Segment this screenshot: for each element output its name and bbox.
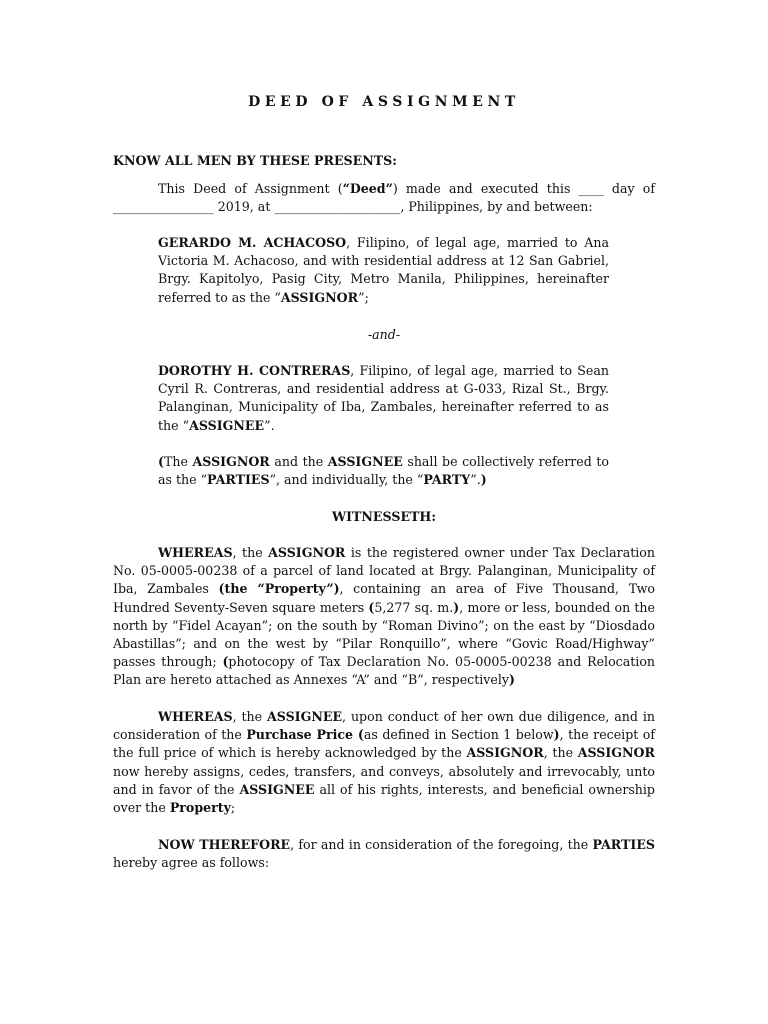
opening-heading: KNOW ALL MEN BY THESE PRESENTS: [113,153,397,168]
whereas-paragraph-1: WHEREAS, the ASSIGNOR is the registered owner under Tax Declaration No. 05-0005-00238 of a parcel of land located at Brgy. Palanginan, Municipality of Iba, Zambales (the “Property”), containing an area of Five Thousand, Two Hundred Seventy-Seven square meters (5,277 sq. m.), more or less, bounded on the north by “Fidel Acayan”; on the south by “Roman Divino”; on the east by “Diosdado Abastillas”; and on the west by “Pilar Ronquillo”, where “Govic Road/Highway” passes through; (photocopy of Tax Declaration No. 05-0005-00238 and Relocation Plan are hereto attached as Annexes “A” and “B”, respectively) [113,545,656,688]
and-separator: -and- [367,327,401,342]
collective-reference-paragraph: (The ASSIGNOR and the ASSIGNEE shall be collectively referred to as the “PARTIES”, and individually, the “PARTY”.) [158,454,609,488]
intro-paragraph: This Deed of Assignment (“Deed”) made and executed this ____ day of ________________ 2019, at ____________________, Philippines, by and between: [113,181,655,215]
assignee-party-paragraph: DOROTHY H. CONTRERAS, Filipino, of legal age, married to Sean Cyril R. Contreras, and residential address at G-033, Rizal St., Brgy. Palanginan, Municipality of Iba, Zambales, hereinafter referred to as the “ASSIGNEE”. [158,363,609,433]
assignee-name: DOROTHY H. CONTRERAS [158,363,351,378]
witnesseth-heading: WITNESSETH: [332,509,436,524]
assignor-party-paragraph: GERARDO M. ACHACOSO, Filipino, of legal age, married to Ana Victoria M. Achacoso, and with residential address at 12 San Gabriel, Brgy. Kapitolyo, Pasig City, Metro Manila, Philippines, hereinafter referred to as the “ASSIGNOR”; [158,235,609,305]
document-title: DEED OF ASSIGNMENT [248,94,520,110]
whereas-paragraph-2: WHEREAS, the ASSIGNEE, upon conduct of her own due diligence, and in consideration of the Purchase Price (as defined in Section 1 below), the receipt of the full price of which is hereby acknowledged by the ASSIGNOR, the ASSIGNOR now hereby assigns, cedes, transfers, and conveys, absolutely and irrevocably, unto and in favor of the ASSIGNEE all of his rights, interests, and beneficial ownership over the Property; [113,709,656,816]
now-therefore-paragraph: NOW THEREFORE, for and in consideration of the foregoing, the PARTIES hereby agree as follows: [113,837,656,871]
assignor-name: GERARDO M. ACHACOSO [158,235,347,250]
